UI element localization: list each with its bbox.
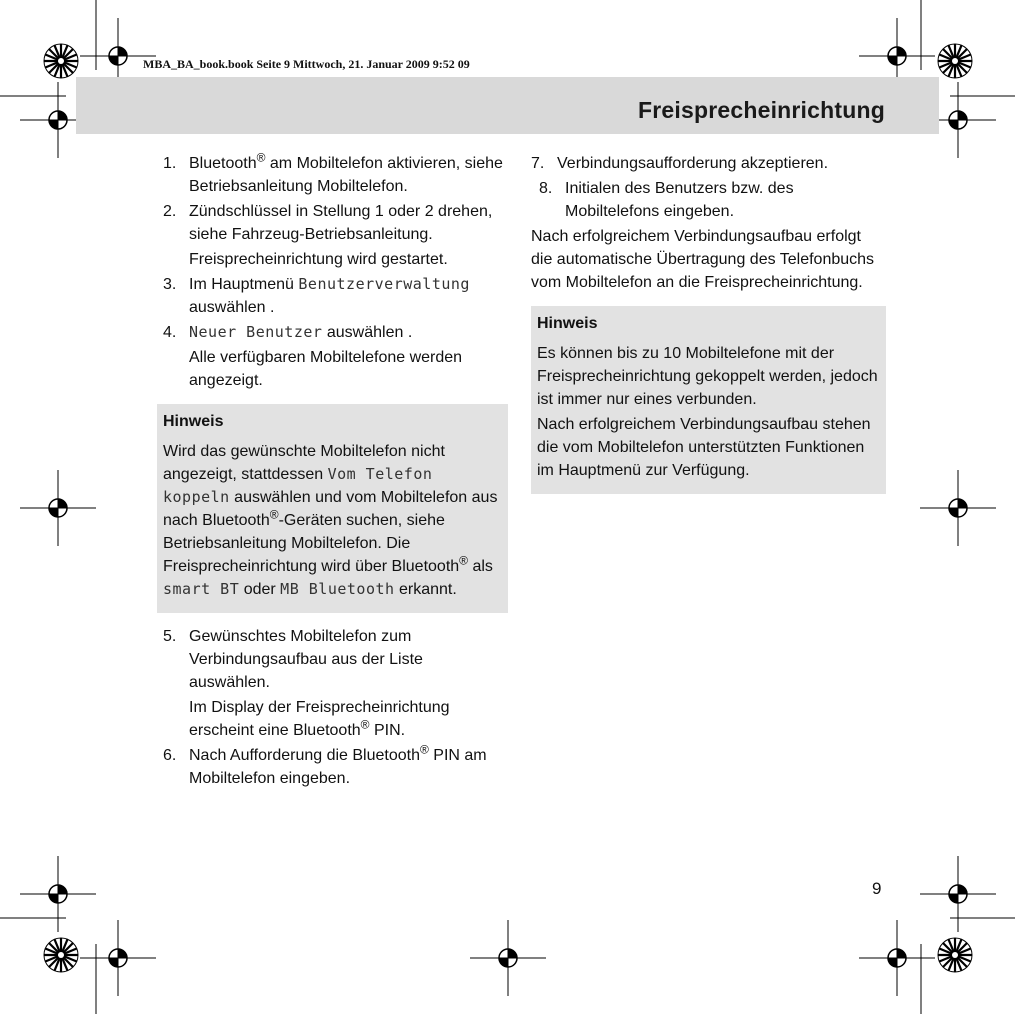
registration-mark-icon [470, 920, 546, 996]
registration-mark-icon [20, 470, 96, 546]
print-slug: MBA_BA_book.book Seite 9 Mittwoch, 21. Januar 2009 9:52 09 [143, 57, 470, 71]
section-title: Freisprecheinrichtung [637, 97, 885, 123]
step-8: 8. Initialen des Benutzers bzw. des Mobiltelefons eingeben. [539, 180, 794, 220]
color-bar-icon [938, 938, 972, 972]
color-bar-icon [44, 44, 78, 78]
menu-item-code: Benutzerverwaltung [298, 275, 470, 293]
registration-mark-icon [920, 470, 996, 546]
hint-text: Es können bis zu 10 Mobiltelefone mit der Freisprecheinrichtung gekoppelt werden, jedoch ist immer nur eines verbunden. [537, 345, 878, 408]
hint-box [157, 404, 508, 613]
hint-heading: Hinweis [537, 315, 598, 332]
registration-mark-icon [20, 856, 96, 932]
color-bar-icon [44, 938, 78, 972]
step-5-result: Im Display der Freisprecheinrichtung erscheint eine Bluetooth® PIN. [189, 699, 450, 739]
right-column [531, 152, 886, 506]
hint-box [531, 306, 886, 494]
hint-heading: Hinweis [163, 413, 224, 430]
registration-mark-icon [80, 920, 156, 996]
section-header-bar [76, 77, 939, 134]
step-4: 4. Neuer Benutzer auswählen . [163, 323, 413, 341]
step-4-result: Alle verfügbaren Mobiltelefone werden angezeigt. [189, 349, 463, 389]
step-2: 2. Zündschlüssel in Stellung 1 oder 2 drehen, siehe Fahrzeug-Betriebsanleitung. [163, 203, 493, 243]
connection-paragraph: Nach erfolgreichem Verbindungsaufbau erfolgt die automatische Übertragung des Telefonbuchs vom Mobiltelefon an die Freisprecheinrichtung. [531, 228, 875, 291]
color-bar-icon [938, 44, 972, 78]
hint-text: Wird das gewünschte Mobiltelefon nicht angezeigt, stattdessen Vom Telefon koppeln auswählen und vom Mobiltelefon aus nach Bluetooth®-Geräten suchen, siehe Betriebsanleitung Mobiltelefon. Die Freisprecheinrichtung wird über Bluetooth® als smart BT oder MB Bluetooth erkannt. [163, 443, 498, 598]
left-column [163, 152, 508, 792]
step-1: 1. Bluetooth® am Mobiltelefon aktivieren, siehe Betriebsanleitung Mobiltelefon. [163, 150, 503, 195]
step-5: 5. Gewünschtes Mobiltelefon zum Verbindungsaufbau aus der Liste auswählen. [163, 628, 423, 691]
hint-text: Nach erfolgreichem Verbindungsaufbau stehen die vom Mobiltelefon unterstützten Funktionen im Hauptmenü zur Verfügung. [537, 416, 871, 479]
page-number: 9 [872, 879, 882, 898]
step-3: 3. Im Hauptmenü Benutzerverwaltung auswählen . [163, 275, 470, 316]
registration-mark-icon [920, 856, 996, 932]
menu-item-code: Neuer Benutzer [189, 323, 323, 341]
step-2-result: Freisprecheinrichtung wird gestartet. [189, 251, 448, 268]
step-6: 6. Nach Aufforderung die Bluetooth® PIN am Mobiltelefon eingeben. [163, 742, 487, 787]
step-7: 7. Verbindungsaufforderung akzeptieren. [531, 155, 829, 172]
registration-mark-icon [859, 920, 935, 996]
